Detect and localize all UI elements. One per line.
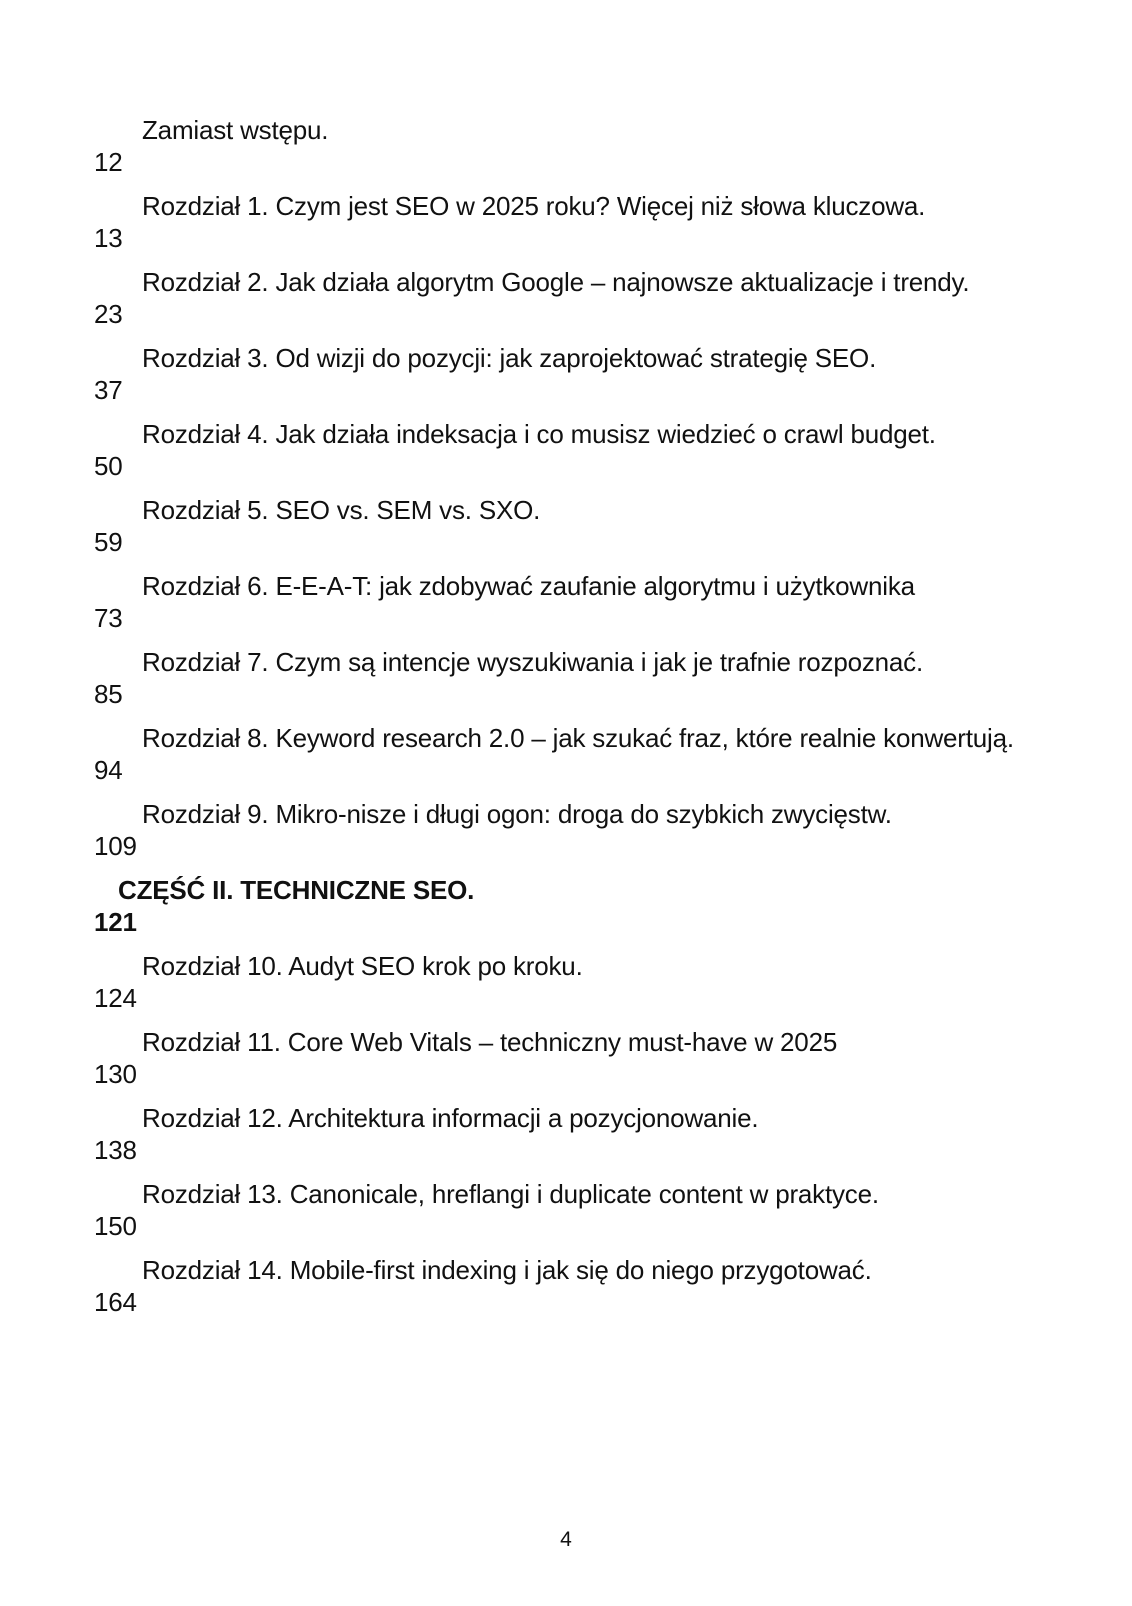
toc-entry-title: Rozdział 13. Canonicale, hreflangi i duplicate content w praktyce.: [142, 1179, 879, 1209]
toc-entry[interactable]: [94, 1254, 1014, 1318]
toc-entry-title: Rozdział 8. Keyword research 2.0 – jak szukać fraz, które realnie konwertują.: [142, 723, 1014, 753]
toc-entry-title: Rozdział 5. SEO vs. SEM vs. SXO.: [142, 495, 541, 525]
toc-entry-title: Rozdział 3. Od wizji do pozycji: jak zaprojektować strategię SEO.: [142, 343, 877, 373]
toc-entry-page: 109: [94, 831, 137, 861]
toc-entry-title: Rozdział 10. Audyt SEO krok po kroku.: [142, 951, 583, 981]
toc-entry-page: 150: [94, 1211, 137, 1241]
toc-entry[interactable]: [94, 722, 1014, 786]
toc-entry-page: 12: [94, 147, 123, 177]
toc-entry-page: 37: [94, 375, 123, 405]
toc-entry-page: 94: [94, 755, 123, 785]
toc-entry-page: 164: [94, 1287, 137, 1317]
table-of-contents: [94, 114, 1014, 1330]
toc-entry-title: Rozdział 14. Mobile-first indexing i jak się do niego przygotować.: [142, 1255, 872, 1285]
toc-entry[interactable]: [94, 1178, 1014, 1242]
toc-entry[interactable]: [94, 418, 1014, 482]
toc-part-heading[interactable]: [94, 874, 1014, 938]
toc-entry-title: Rozdział 4. Jak działa indeksacja i co musisz wiedzieć o crawl budget.: [142, 419, 936, 449]
toc-entry-title: Rozdział 12. Architektura informacji a pozycjonowanie.: [142, 1103, 759, 1133]
toc-entry-title: Zamiast wstępu.: [142, 115, 329, 145]
toc-entry-page: 85: [94, 679, 123, 709]
toc-part-page: 121: [94, 907, 137, 937]
toc-entry[interactable]: [94, 266, 1014, 330]
toc-entry-title: Rozdział 9. Mikro-nisze i długi ogon: droga do szybkich zwycięstw.: [142, 799, 892, 829]
toc-entry[interactable]: [94, 342, 1014, 406]
toc-entry-page: 73: [94, 603, 123, 633]
toc-entry[interactable]: [94, 950, 1014, 1014]
toc-entry-page: 50: [94, 451, 123, 481]
toc-entry-page: 13: [94, 223, 123, 253]
toc-entry-title: Rozdział 7. Czym są intencje wyszukiwania i jak je trafnie rozpoznać.: [142, 647, 923, 677]
toc-entry-page: 130: [94, 1059, 137, 1089]
toc-entry[interactable]: [94, 494, 1014, 558]
toc-entry-page: 124: [94, 983, 137, 1013]
toc-entry-title: Rozdział 11. Core Web Vitals – techniczny must-have w 2025: [142, 1027, 838, 1057]
toc-entry-page: 59: [94, 527, 123, 557]
toc-entry[interactable]: [94, 1102, 1014, 1166]
toc-entry-page: 23: [94, 299, 123, 329]
page-number: 4: [560, 1528, 572, 1551]
toc-entry-title: Rozdział 6. E-E-A-T: jak zdobywać zaufanie algorytmu i użytkownika: [142, 571, 915, 601]
toc-entry[interactable]: [94, 570, 1014, 634]
toc-entry[interactable]: [94, 646, 1014, 710]
toc-entry[interactable]: [94, 190, 1014, 254]
toc-entry[interactable]: [94, 1026, 1014, 1090]
toc-entry-title: Rozdział 1. Czym jest SEO w 2025 roku? Więcej niż słowa kluczowa.: [142, 191, 926, 221]
toc-entry[interactable]: [94, 798, 1014, 862]
toc-entry-page: 138: [94, 1135, 137, 1165]
toc-part-title: CZĘŚĆ II. TECHNICZNE SEO.: [118, 875, 475, 905]
toc-entry-title: Rozdział 2. Jak działa algorytm Google – najnowsze aktualizacje i trendy.: [142, 267, 970, 297]
toc-entry[interactable]: [94, 114, 1014, 178]
